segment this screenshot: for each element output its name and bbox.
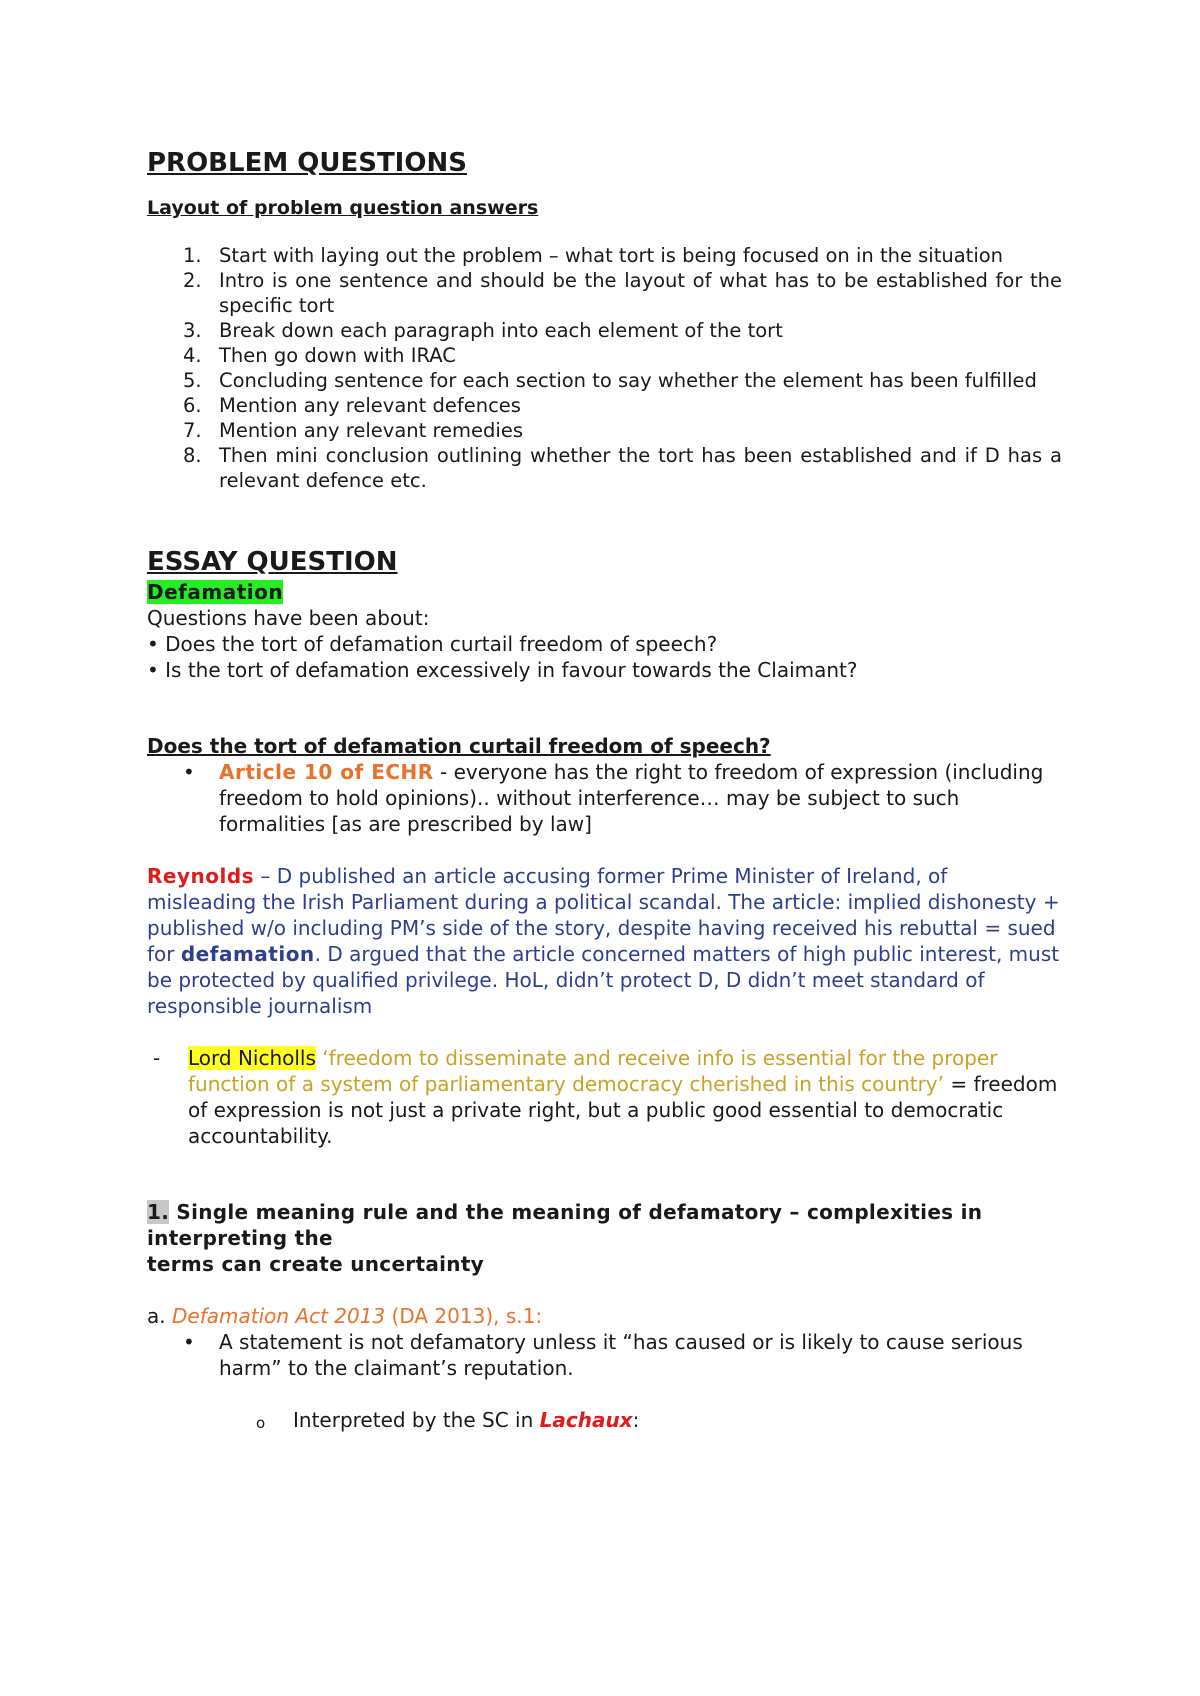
serious-harm-text: A statement is not defamatory unless it “has caused or is likely to cause serious harm” to the claimant’s reputation. (219, 1330, 1023, 1380)
list-number: 3. (183, 319, 202, 342)
list-text: Then mini conclusion outlining whether the tort has been established and if D has a relevant defence etc. (219, 444, 1062, 492)
essay-question-2: • Is the tort of defamation excessively in favour towards the Claimant? (147, 658, 858, 682)
steps-list (147, 243, 1062, 493)
list-item (147, 393, 1062, 418)
reynolds-bold: defamation (180, 942, 315, 966)
reynolds-text-a: – D published an article accusing former Prime Minister of Ireland, of misleading the Irish Parliament during a political scandal. The article: implied dishonesty + published w/o including PM’s side of the story, despite having received his rebuttal = sued for (147, 864, 1060, 966)
layout-heading: Layout of problem question answers (147, 197, 539, 219)
point-1-heading (147, 1199, 1062, 1277)
reynolds-paragraph (147, 863, 1062, 1019)
section-heading: Does the tort of defamation curtail freedom of speech? (147, 734, 771, 758)
da2013-colon: : (535, 1304, 543, 1328)
reynolds-text-b: . D argued that the article concerned matters of high public interest, must be protected by qualified privilege. HoL, didn’t protect D, D didn’t meet standard of responsible journalism (147, 942, 1060, 1018)
essay-question-title: ESSAY QUESTION (147, 547, 398, 577)
serious-harm-bullet (147, 1329, 1062, 1381)
nicholls-text: = freedom of expression is not just a private right, but a public good essential to democratic accountability. (188, 1072, 1058, 1148)
da2013-prefix: a. (147, 1304, 172, 1328)
list-text: Intro is one sentence and should be the layout of what has to be established for the specific tort (219, 269, 1062, 317)
nicholls-item (147, 1045, 1062, 1149)
list-item (147, 343, 1062, 368)
list-text: Start with laying out the problem – what tort is being focused on in the situation (219, 244, 1004, 267)
list-number: 6. (183, 394, 202, 417)
list-text: Then go down with IRAC (219, 344, 456, 367)
list-number: 7. (183, 419, 202, 442)
lachaux-subitem (147, 1407, 1062, 1433)
list-number: 1. (183, 244, 202, 267)
da2013-line (147, 1303, 1062, 1329)
list-item (147, 443, 1062, 493)
list-item (147, 368, 1062, 393)
dash-marker: - (153, 1046, 161, 1070)
point-1-number: 1. (147, 1200, 170, 1224)
lachaux-text: Interpreted by the SC in (293, 1408, 540, 1432)
list-number: 8. (183, 444, 202, 467)
problem-questions-title: PROBLEM QUESTIONS (147, 148, 467, 178)
da2013-suffix: (DA 2013), s.1 (385, 1304, 536, 1328)
list-item (147, 243, 1062, 268)
document-content (147, 146, 1062, 1433)
essay-question-1: • Does the tort of defamation curtail freedom of speech? (147, 632, 718, 656)
bullet-marker: • (183, 760, 195, 784)
point-1-heading-line2: terms can create uncertainty (147, 1252, 485, 1276)
list-text: Concluding sentence for each section to say whether the element has been fulfilled (219, 369, 1037, 392)
essay-intro: Questions have been about: (147, 606, 430, 630)
article-10-text: - everyone has the right to freedom of expression (including freedom to hold opinions).. without interference… may be subject to such formalities [as are prescribed by law] (219, 760, 1044, 836)
list-item (147, 318, 1062, 343)
lachaux-colon: : (632, 1408, 640, 1432)
list-number: 4. (183, 344, 202, 367)
list-text: Mention any relevant defences (219, 394, 521, 417)
list-number: 5. (183, 369, 202, 392)
article-10-ref: Article 10 of ECHR (219, 760, 434, 784)
essay-topic: Defamation (147, 580, 284, 604)
bullet-marker: • (183, 1330, 195, 1354)
point-1-heading-text: Single meaning rule and the meaning of defamatory – complexities in interpreting the (147, 1200, 983, 1250)
list-text: Mention any relevant remedies (219, 419, 524, 442)
list-item (147, 418, 1062, 443)
essay-topic-line (147, 579, 1062, 605)
article-10-bullet (147, 759, 1062, 837)
da2013-act: Defamation Act 2013 (171, 1304, 386, 1328)
reynolds-case: Reynolds (147, 864, 255, 888)
nicholls-quote: ‘freedom to disseminate and receive info is essential for the proper function of a system of parliamentary democracy cherished in this country’ (188, 1046, 998, 1096)
lachaux-case: Lachaux (539, 1408, 633, 1432)
list-number: 2. (183, 269, 202, 292)
sub-bullet-marker: o (256, 1414, 266, 1432)
list-text: Break down each paragraph into each element of the tort (219, 319, 783, 342)
nicholls-name: Lord Nicholls (188, 1046, 316, 1070)
list-item (147, 268, 1062, 318)
